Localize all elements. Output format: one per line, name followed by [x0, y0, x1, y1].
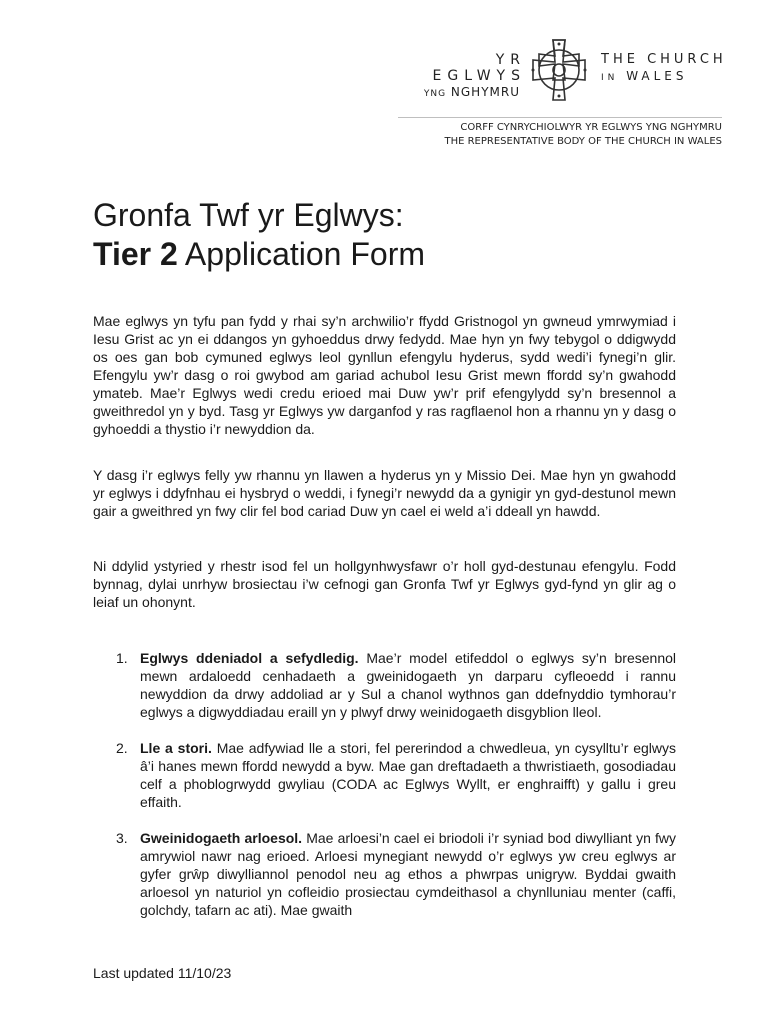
list-item-heading: Lle a stori. [140, 740, 212, 756]
list-item-number: 3. [116, 830, 128, 846]
last-updated: Last updated 11/10/23 [93, 965, 232, 981]
list-item [93, 829, 676, 919]
logo-english-line1: THE CHURCH [601, 52, 727, 67]
rb-welsh: CORFF CYNRYCHIOLWYR YR EGLWYS YNG NGHYMRU [460, 122, 722, 133]
list-item-number: 2. [116, 740, 128, 756]
logo-welsh-name [396, 52, 526, 102]
celtic-cross-icon [525, 36, 593, 104]
logo-welsh-line2-rest: NGHYMRU [446, 85, 520, 99]
logo-welsh-line2-prefix: YNG [423, 89, 447, 99]
page-title [93, 196, 425, 274]
header-divider [398, 117, 722, 118]
logo-english-line2 [601, 68, 731, 86]
representative-body-heading [398, 121, 722, 149]
context-list [93, 649, 676, 937]
list-item [93, 739, 676, 811]
title-line2 [93, 235, 425, 274]
rb-english: THE REPRESENTATIVE BODY OF THE CHURCH IN WALES [444, 136, 722, 147]
title-line2-rest: Application Form [177, 236, 426, 272]
list-item-text: Mae arloesi’n cael ei briodoli i’r syniad bod diwylliant yn fwy amrywiol nawr nag erioed. Arloesi mynegiant newydd o’r eglwys yw creu eglwys ar gyfer grŵp diwylliannol penodol neu ag ethos a phwrpas unigryw. Byddai gwaith arloesol yn naturiol yn cofleidio prosiectau cymdeithasol a chynlluniau menter (caffi, golchdy, tafarn ac ati). Mae gwaith [140, 830, 676, 918]
title-tier: Tier 2 [93, 236, 178, 272]
list-item-number: 1. [116, 650, 128, 666]
title-line1: Gronfa Twf yr Eglwys: [93, 197, 404, 233]
logo-english-name [601, 52, 731, 86]
list-item-heading: Eglwys ddeniadol a sefydledig. [140, 650, 359, 666]
list-item-heading: Gweinidogaeth arloesol. [140, 830, 303, 846]
logo-welsh-line1: YR EGLWYS [432, 52, 526, 84]
intro-paragraph-2: Y dasg i’r eglwys felly yw rhannu yn llawen a hyderus yn y Missio Dei. Mae hyn yn gwahodd yr eglwys i ddyfnhau ei hysbryd o weddi, i fynegi’r newydd da a gynigir yn gyd-destunol mewn gair a gweithred yn fwy clir fel bod cariad Duw yn cael ei weld a’i ddeall yn hawdd. [93, 467, 676, 519]
logo-welsh-line2 [396, 84, 520, 102]
logo-english-line2-rest: WALES [618, 69, 688, 83]
list-item-text: Mae adfywiad lle a stori, fel pererindod a chwedleua, yn cysylltu’r eglwys â’i hanes mewn ffordd newydd a byw. Mae gan dreftadaeth a thwristiaeth, gosodiadau celf a phoblogrwydd gwyliau (CODA ac Eglwys Wyllt, er enghraifft) y gallu i greu effaith. [140, 740, 676, 810]
intro-paragraph-1: Mae eglwys yn tyfu pan fydd y rhai sy’n archwilio’r ffydd Gristnogol yn gwneud ymrwymiad i Iesu Grist ac yn ei ddangos yn gyhoeddus drwy fedydd. Mae hyn yn fwy tebygol o ddigwydd os oes gan bob cymuned eglwys leol gynllun efengylu hyderus, sydd wedi’i fynegi’n glir. Efengylu yw’r dasg o roi gwybod am gariad achubol Iesu Grist mewn ffordd sy’n gwahodd ymateb. Mae’r Eglwys wedi credu erioed mai Duw yw’r prif efengylydd sy’n bresennol a gweithredol yn y byd. Tasg yr Eglwys yw darganfod y ras ragflaenol hon a rhannu yn y dasg o gyhoeddi a thystio i’r newyddion da. [93, 313, 676, 437]
list-item [93, 649, 676, 721]
logo-english-line2-prefix: IN [601, 73, 619, 83]
list-item-text: Mae’r model etifeddol o eglwys sy’n bresennol mewn ardaloedd cenhadaeth a gweinidogaeth yn darparu cyfleoedd i rannu newyddion da drwy addoliad ar y Sul a chanol wythnos gan ddefnyddio tymhorau’r eglwys a digwyddiadau eraill yn y plwyf drwy weinidogaeth disgyblion lleol. [140, 650, 676, 720]
intro-paragraph-3: Ni ddylid ystyried y rhestr isod fel un hollgynhwysfawr o’r holl gyd-destunau efengylu. Fodd bynnag, dylai unrhyw brosiectau i’w cefnogi gan Gronfa Twf yr Eglwys gyd-fynd yn glir ag o leiaf un ohonynt. [93, 558, 676, 610]
